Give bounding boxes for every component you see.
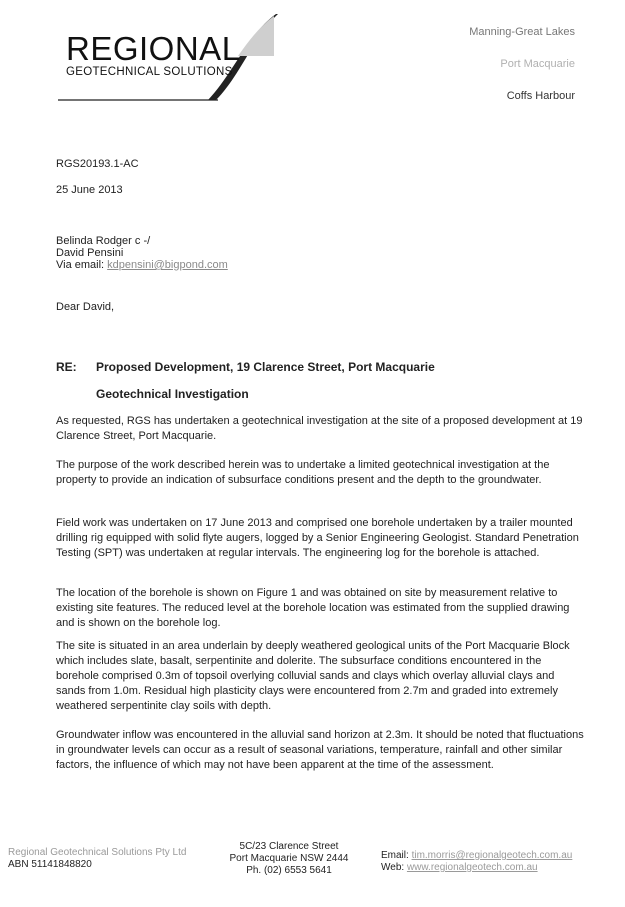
letter-date: 25 June 2013 xyxy=(56,184,123,196)
reference-number: RGS20193.1-AC xyxy=(56,158,139,170)
paragraph-1: As requested, RGS has undertaken a geotechnical investigation at the site of a proposed development at 19 Clarence Street, Port Macquarie. xyxy=(56,415,583,442)
office-manning: Manning-Great Lakes xyxy=(469,26,575,38)
logo-wordmark: REGIONAL xyxy=(66,30,241,67)
re-title: Proposed Development, 19 Clarence Street, Port Macquarie xyxy=(96,360,435,374)
office-list xyxy=(469,24,575,120)
paragraph-6: Groundwater inflow was encountered in the alluvial sand horizon at 2.3m. It should be noted that fluctuations in groundwater levels can occur as a result of seasonal variations, temperature, rainfall and other similar factors, the influence of which may not have been apparent at the time of the assessment. xyxy=(56,729,584,771)
re-subtitle: Geotechnical Investigation xyxy=(96,387,249,401)
footer-email-line xyxy=(381,850,572,862)
re-label: RE: xyxy=(56,360,77,374)
footer-web-link[interactable]: www.regionalgeotech.com.au xyxy=(406,862,538,873)
footer-web-line xyxy=(381,862,572,874)
paragraph-5: The site is situated in an area underlain by deeply weathered geological units of the Port Macquarie Block which includes slate, basalt, serpentinite and dolerite. The subsurface conditions encountered in the borehole comprised 0.3m of topsoil overlying colluvial sands and clays which overlay alluvial clays and sands from 1.0m. Residual high plasticity clays were encountered from 2.7m and graded into extremely weathered serpentinite clay soils with depth. xyxy=(56,640,570,712)
paragraph-4: The location of the borehole is shown on Figure 1 and was obtained on site by measurement relative to existing site features. The reduced level at the borehole location was estimated from the supplied drawing and is shown on the borehole log. xyxy=(56,587,570,629)
footer-address xyxy=(224,841,354,877)
footer-phone: Ph. (02) 6553 5641 xyxy=(246,865,332,876)
footer-company xyxy=(8,847,186,871)
recipient-line-2: David Pensini xyxy=(56,247,124,259)
paragraph-2: The purpose of the work described herein was to undertake a limited geotechnical investigation at the property to provide an indication of subsurface conditions present and the depth to the groundwater. xyxy=(56,459,550,486)
footer-email-label: Email: xyxy=(381,850,412,861)
footer-address-line-2: Port Macquarie NSW 2444 xyxy=(229,853,349,864)
footer-email-link[interactable]: tim.morris@regionalgeotech.com.au xyxy=(411,850,573,861)
footer-address-line-1: 5C/23 Clarence Street xyxy=(239,841,339,852)
footer-web-label: Web: xyxy=(381,862,407,873)
recipient-email-line xyxy=(56,259,228,271)
salutation: Dear David, xyxy=(56,301,115,313)
logo-subtitle: GEOTECHNICAL SOLUTIONS xyxy=(66,66,233,78)
footer-company-name: Regional Geotechnical Solutions Pty Ltd xyxy=(8,847,187,858)
footer-abn: ABN 51141848820 xyxy=(8,859,92,870)
office-coffs-harbour: Coffs Harbour xyxy=(506,90,575,102)
footer-contact xyxy=(381,850,572,874)
recipient-line-1: Belinda Rodger c -/ xyxy=(56,235,151,247)
paragraph-3: Field work was undertaken on 17 June 2013 and comprised one borehole undertaken by a trailer mounted drilling rig equipped with solid flyte augers, logged by a Senior Engineering Geologist. Standard Penetration Testing (SPT) was undertaken at regular intervals. The engineering log for the borehole is attached. xyxy=(56,517,579,559)
company-logo xyxy=(58,14,278,102)
recipient-email-label: Via email: xyxy=(56,259,108,271)
recipient-email-link[interactable]: kdpensini@bigpond.com xyxy=(107,259,228,271)
office-port-macquarie: Port Macquarie xyxy=(500,58,575,70)
recipient-block xyxy=(56,235,228,271)
